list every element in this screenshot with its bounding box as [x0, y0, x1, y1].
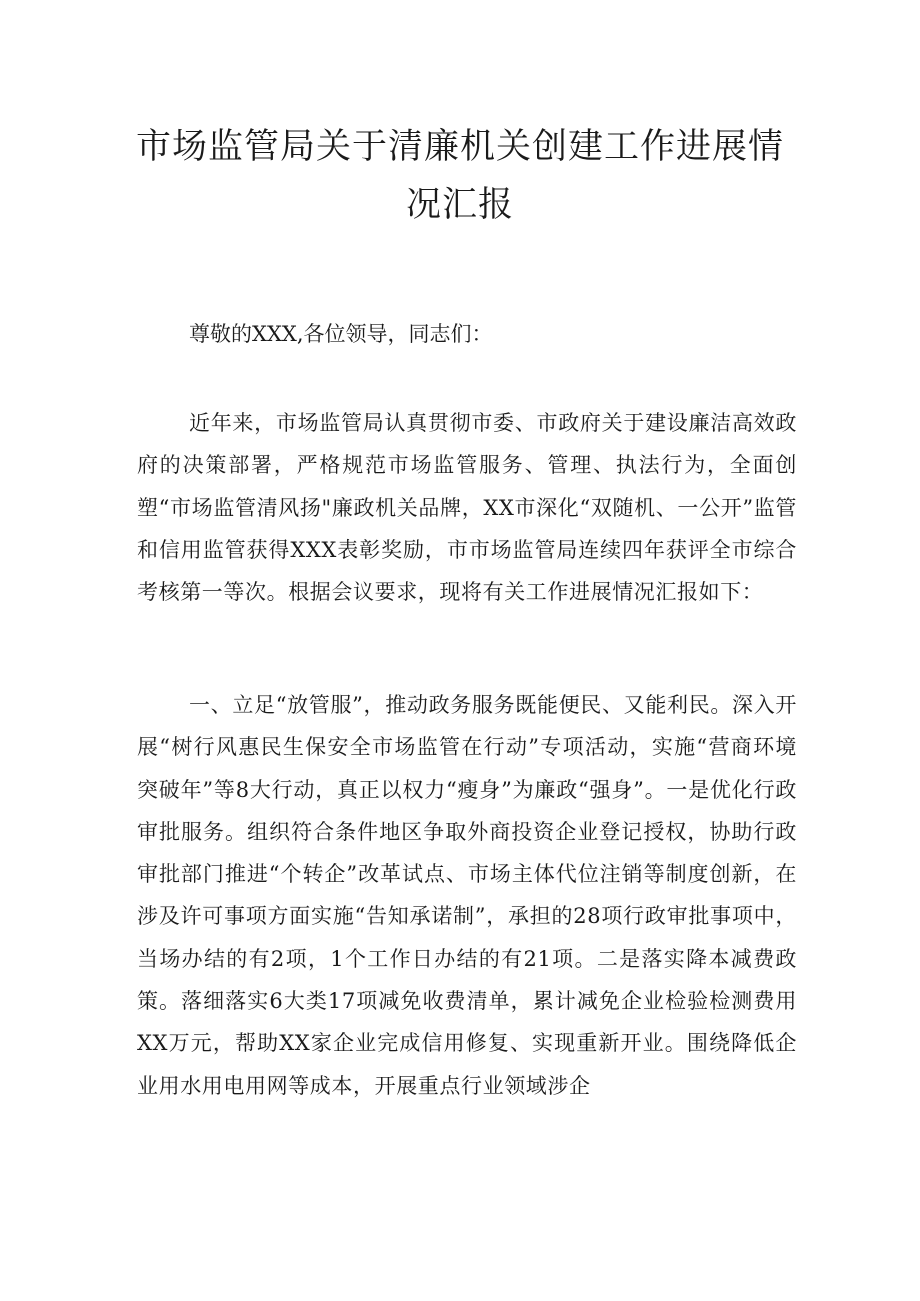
document-title: 市场监管局关于清廉机关创建工作进展情况汇报: [135, 127, 784, 225]
salutation: 尊敬的XXX,各位领导，同志们：: [189, 322, 493, 346]
paragraph-section-one: 一、立足“放管服”，推动政务服务既能便民、又能利民。深入开展“树行风惠民生保安全市场监管在行动”专项活动，实施“营商环境突破年”等8大行动，真正以权力“瘦身”为廉政“强身”。一是优化行政审批服务。组织符合条件地区争取外商投资企业登记授权，协助行政审批部门推进“个转企”改革试点、市场主体代位注销等制度创新，在涉及许可事项方面实施“告知承诺制”，承担的28项行政审批事项中，当场办结的有2项，1个工作日办结的有21项。二是落实降本减费政策。落细落实6大类17项减免收费清单，累计减免企业检验检测费用XX万元，帮助XX家企业完成信用修复、实现重新开业。围绕降低企业用水用电用网等成本，开展重点行业领域涉企: [137, 693, 797, 1098]
paragraph-intro: 近年来，市场监管局认真贯彻市委、市政府关于建设廉洁高效政府的决策部署，严格规范市场监管服务、管理、执法行为，全面创塑“市场监管清风扬"廉政机关品牌，XX市深化“双随机、一公开”监管和信用监管获得XXX表彰奖励，市市场监管局连续四年获评全市综合考核第一等次。根据会议要求，现将有关工作进展情况汇报如下：: [137, 411, 797, 605]
